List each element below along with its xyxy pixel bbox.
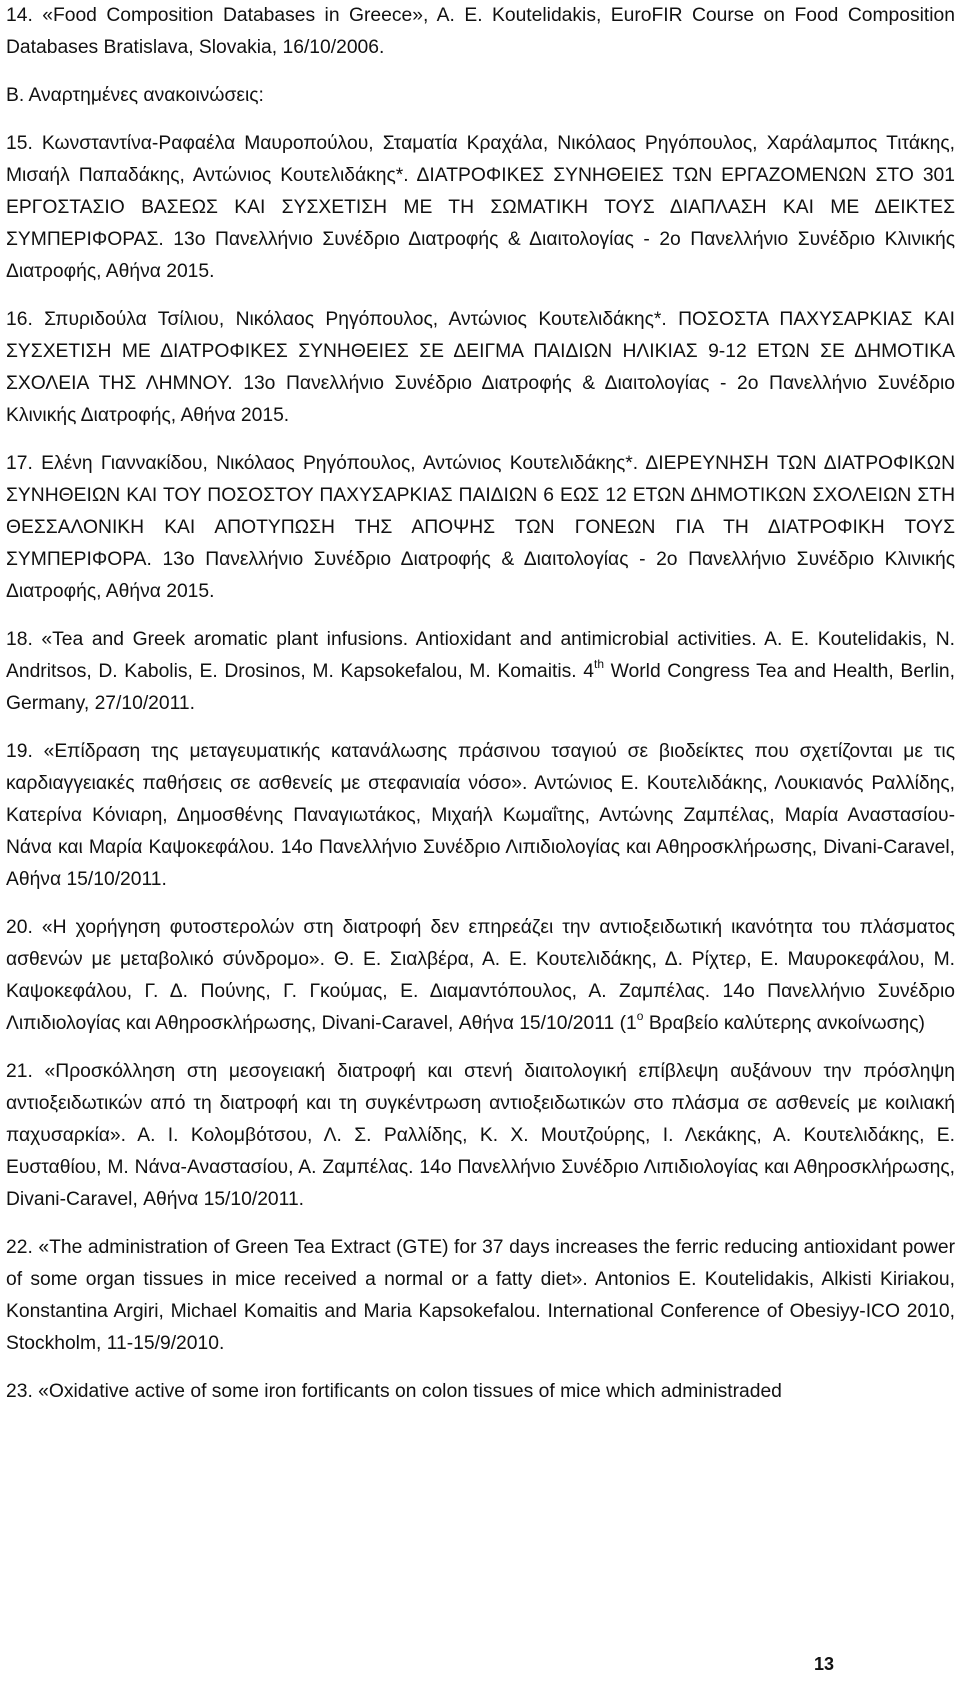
reference-entry-19: 19. «Επίδραση της μεταγευματικής κατανάλωσης πράσινου τσαγιού σε βιοδείκτες που σχετίζονται με τις καρδιαγγειακές παθήσεις σε ασθενείς με στεφανιαία νόσο». Αντώνιος Ε. Κουτελιδάκης, Λουκιανός Ραλλίδης, Κατερίνα Κόνιαρη, Δημοσθένης Παναγιωτάκος, Μιχαήλ Κωμαΐτης, Αντώνης Ζαμπέλας, Μαρία Αναστασίου-Νάνα και Μαρία Καψοκεφάλου. 14ο Πανελλήνιο Συνέδριο Λιπιδιολογίας και Αθηροσκλήρωσης, Divani-Caravel, Αθήνα 15/10/2011.	[6, 741, 955, 890]
document-page	[6, 0, 955, 1703]
reference-entry-15: 15. Κωνσταντίνα-Ραφαέλα Μαυροπούλου, Σταματία Κραχάλα, Νικόλαος Ρηγόπουλος, Χαράλαμπος Τιτάκης, Μισαήλ Παπαδάκης, Αντώνιος Κουτελιδάκης*. ΔΙΑΤΡΟΦΙΚΕΣ ΣΥΝΗΘΕΙΕΣ ΤΩΝ ΕΡΓΑΖΟΜΕΝΩΝ ΣΤΟ 301 ΕΡΓΟΣΤΑΣΙΟ ΒΑΣΕΩΣ ΚΑΙ ΣΥΣΧΕΤΙΣΗ ΜΕ ΤΗ ΣΩΜΑΤΙΚΗ ΤΟΥΣ ΔΙΑΠΛΑΣΗ ΚΑΙ ΜΕ ΔΕΙΚΤΕΣ ΣΥΜΠΕΡΙΦΟΡΑΣ. 13ο Πανελλήνιο Συνέδριο Διατροφής & Διαιτολογίας - 2ο Πανελλήνιο Συνέδριο Κλινικής Διατροφής, Αθήνα 2015.	[6, 133, 955, 282]
ordinal-superscript: th	[594, 656, 605, 671]
reference-entry-14: 14. «Food Composition Databases in Greece», A. E. Koutelidakis, EuroFIR Course on Food Composition Databases Bratislava, Slovakia, 16/10/2006.	[6, 5, 955, 58]
reference-entry-18	[6, 624, 955, 720]
reference-entry-20-text-b: Βραβείο καλύτερης ανκοίνωσης)	[643, 1013, 925, 1034]
reference-entry-23: 23. «Oxidative active of some iron fortificants on colon tissues of mice which administraded	[6, 1381, 782, 1402]
reference-entry-17: 17. Ελένη Γιαννακίδου, Νικόλαος Ρηγόπουλος, Αντώνιος Κουτελιδάκης*. ΔΙΕΡΕΥΝΗΣΗ ΤΩΝ ΔΙΑΤΡΟΦΙΚΩΝ ΣΥΝΗΘΕΙΩΝ ΚΑΙ ΤΟΥ ΠΟΣΟΣΤΟΥ ΠΑΧΥΣΑΡΚΙΑΣ ΠΑΙΔΙΩΝ 6 ΕΩΣ 12 ΕΤΩΝ ΔΗΜΟΤΙΚΩΝ ΣΧΟΛΕΙΩΝ ΣΤΗ ΘΕΣΣΑΛΟΝΙΚΗ ΚΑΙ ΑΠΟΤΥΠΩΣΗ ΤΗΣ ΑΠΟΨΗΣ ΤΩΝ ΓΟΝΕΩΝ ΓΙΑ ΤΗ ΔΙΑΤΡΟΦΙΚΗ ΤΟΥΣ ΣΥΜΠΕΡΙΦΟΡΑ. 13ο Πανελλήνιο Συνέδριο Διατροφής & Διαιτολογίας - 2ο Πανελλήνιο Συνέδριο Κλινικής Διατροφής, Αθήνα 2015.	[6, 453, 955, 602]
reference-entry-20-text-a: 20. «Η χορήγηση φυτοστερολών στη διατροφή δεν επηρεάζει την αντιοξειδωτική ικανότητα του πλάσματος ασθενών με μεταβολικό σύνδρομο». Θ. Ε. Σιαλβέρα, Α. Ε. Κουτελιδάκης, Δ. Ρίχτερ, Ε. Μαυροκεφάλου, Μ. Καψοκεφάλου, Γ. Δ. Πούνης, Γ. Γκούμας, Ε. Διαμαντόπουλος, Α. Ζαμπέλας. 14ο Πανελλήνιο Συνέδριο Λιπιδιολογίας και Αθηροσκλήρωσης, Divani-Caravel, Αθήνα 15/10/2011 (1	[6, 917, 955, 1034]
reference-entry-22: 22. «The administration of Green Tea Extract (GTE) for 37 days increases the ferric reducing antioxidant power of some organ tissues in mice received a normal or a fatty diet». Antonios E. Koutelidakis, Alkisti Kiriakou, Konstantina Argiri, Michael Komaitis and Maria Kapsokefalou. International Conference of Obesiyy-ICO 2010, Stockholm, 11-15/9/2010.	[6, 1237, 955, 1354]
reference-entry-18-text-a: 18. «Tea and Greek aromatic plant infusions. Antioxidant and antimicrobial activities. A. E. Koutelidakis, N. Andritsos, D. Kabolis, E. Drosinos, M. Kapsokefalou, M. Komaitis. 4	[6, 629, 955, 682]
page-number: 13	[813, 1654, 834, 1674]
ordinal-superscript: ο	[636, 1008, 644, 1023]
reference-entry-16: 16. Σπυριδούλα Τσίλιου, Νικόλαος Ρηγόπουλος, Αντώνιος Κουτελιδάκης*. ΠΟΣΟΣΤΑ ΠΑΧΥΣΑΡΚΙΑΣ ΚΑΙ ΣΥΣΧΕΤΙΣΗ ΜΕ ΔΙΑΤΡΟΦΙΚΕΣ ΣΥΝΗΘΕΙΕΣ ΣΕ ΔΕΙΓΜΑ ΠΑΙΔΙΩΝ ΗΛΙΚΙΑΣ 9-12 ΕΤΩΝ ΣΕ ΔΗΜΟΤΙΚΑ ΣΧΟΛΕΙΑ ΤΗΣ ΛΗΜΝΟΥ. 13ο Πανελλήνιο Συνέδριο Διατροφής & Διαιτολογίας - 2ο Πανελλήνιο Συνέδριο Κλινικής Διατροφής, Αθήνα 2015.	[6, 309, 955, 426]
reference-entry-21: 21. «Προσκόλληση στη μεσογειακή διατροφή και στενή διαιτολογική επίβλεψη αυξάνουν την πρόσληψη αντιοξειδωτικών από τη διατροφή και τη συγκέντρωση αντιοξειδωτικών στο πλάσμα σε ασθενείς με κοιλιακή παχυσαρκία». Α. Ι. Κολομβότσου, Λ. Σ. Ραλλίδης, Κ. Χ. Μουτζούρης, Ι. Λεκάκης, Α. Κουτελιδάκης, Ε. Ευσταθίου, Μ. Νάνα-Αναστασίου, Α. Ζαμπέλας. 14ο Πανελλήνιο Συνέδριο Λιπιδιολογίας και Αθηροσκλήρωσης, Divani-Caravel, Αθήνα 15/10/2011.	[6, 1061, 955, 1210]
reference-entry-20	[6, 912, 955, 1040]
reference-entry-18-text-b: World Congress Tea and Health, Berlin, Germany, 27/10/2011.	[6, 661, 955, 714]
section-heading: Β. Αναρτημένες ανακοινώσεις:	[6, 85, 264, 106]
